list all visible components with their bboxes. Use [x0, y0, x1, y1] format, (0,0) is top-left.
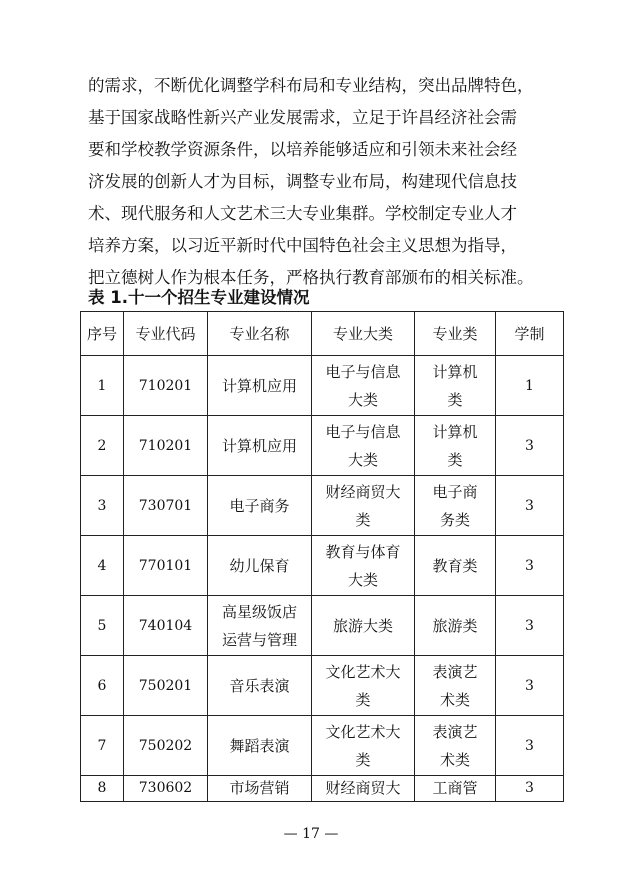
- cell-category-line: 文化艺术大: [325, 662, 401, 681]
- cell-category-line: 财经商贸大: [325, 482, 401, 501]
- cell-type-line: 教育类: [432, 556, 478, 575]
- cell-type-line: 表演艺: [432, 662, 478, 681]
- cell-code: 710201: [124, 356, 208, 416]
- cell-category: [312, 716, 415, 776]
- cell-years: 1: [496, 356, 564, 416]
- cell-type-line: 旅游类: [432, 616, 478, 635]
- table-row: [81, 596, 564, 656]
- header-name: 专业名称: [208, 312, 312, 356]
- table-row: [81, 356, 564, 416]
- cell-no: 3: [81, 476, 124, 536]
- table-header-row: [81, 312, 564, 356]
- cell-category-line: 教育与体育: [325, 542, 401, 561]
- table-caption: 表 1.十一个招生专业建设情况: [88, 288, 310, 307]
- cell-type-line: 电子商: [432, 482, 478, 501]
- body-paragraph: [88, 70, 558, 294]
- cell-category: [312, 656, 415, 716]
- cell-years: 3: [496, 656, 564, 716]
- cell-name: [208, 416, 312, 476]
- majors-table: [80, 311, 564, 802]
- cell-name: [208, 536, 312, 596]
- cell-category: [312, 536, 415, 596]
- cell-type: [415, 356, 496, 416]
- cell-category: [312, 416, 415, 476]
- cell-type: [415, 776, 496, 802]
- paragraph-line: 要和学校教学资源条件，以培养能够适应和引领未来社会经: [88, 140, 517, 159]
- cell-category: [312, 476, 415, 536]
- cell-type: [415, 656, 496, 716]
- cell-type-line: 务类: [439, 510, 470, 529]
- cell-category-line: 大类: [347, 450, 378, 469]
- cell-type-line: 术类: [439, 750, 470, 769]
- cell-code: 730701: [124, 476, 208, 536]
- cell-no: 7: [81, 716, 124, 776]
- cell-years: 3: [496, 716, 564, 776]
- cell-category-line: 文化艺术大: [325, 722, 401, 741]
- cell-name: [208, 776, 312, 802]
- table-row: [81, 656, 564, 716]
- cell-name-line: 高星级饭店: [221, 602, 297, 621]
- cell-type-line: 计算机: [432, 422, 478, 441]
- cell-category-line: 类: [355, 690, 371, 709]
- table-row: [81, 476, 564, 536]
- cell-category-line: 旅游大类: [332, 616, 393, 635]
- cell-type: [415, 716, 496, 776]
- cell-category-line: 电子与信息: [325, 362, 401, 381]
- paragraph-line: 济发展的创新人才为目标，调整专业布局，构建现代信息技: [88, 172, 517, 191]
- cell-no: 1: [81, 356, 124, 416]
- paragraph-line: 术、现代服务和人文艺术三大专业集群。学校制定专业人才: [88, 204, 517, 223]
- table-row: [81, 536, 564, 596]
- table-row: [81, 716, 564, 776]
- cell-no: 2: [81, 416, 124, 476]
- cell-name-line: 计算机应用: [221, 436, 297, 455]
- cell-category: [312, 776, 415, 802]
- cell-name-line: 计算机应用: [221, 376, 297, 395]
- cell-category: [312, 596, 415, 656]
- cell-type-line: 表演艺: [432, 722, 478, 741]
- cell-name-line: 市场营销: [229, 779, 290, 797]
- cell-category-line: 类: [355, 510, 371, 529]
- cell-type-line: 类: [447, 390, 463, 409]
- paragraph-line: 把立德树人作为根本任务，严格执行教育部颁布的相关标准。: [88, 268, 534, 287]
- cell-type: [415, 596, 496, 656]
- cell-name: [208, 656, 312, 716]
- cell-years: 3: [496, 476, 564, 536]
- header-code: 专业代码: [124, 312, 208, 356]
- cell-name: [208, 716, 312, 776]
- header-no: 序号: [81, 312, 124, 356]
- cell-type: [415, 536, 496, 596]
- cell-category-line: 类: [355, 750, 371, 769]
- cell-no: 6: [81, 656, 124, 716]
- cell-code: 770101: [124, 536, 208, 596]
- cell-category: [312, 356, 415, 416]
- cell-name-line: 音乐表演: [229, 676, 290, 695]
- cell-category-line: 电子与信息: [325, 422, 401, 441]
- paragraph-line: 基于国家战略性新兴产业发展需求，立足于许昌经济社会需: [88, 108, 517, 127]
- cell-name-line: 运营与管理: [221, 630, 297, 649]
- cell-name: [208, 356, 312, 416]
- cell-name-line: 幼儿保育: [229, 556, 290, 575]
- cell-code: 730602: [124, 776, 208, 802]
- paragraph-line: 的需求，不断优化调整学科布局和专业结构，突出品牌特色，: [88, 76, 534, 95]
- table-body: [81, 356, 564, 802]
- table-row: [81, 776, 564, 802]
- header-category: 专业大类: [312, 312, 415, 356]
- cell-code: 740104: [124, 596, 208, 656]
- cell-name-line: 舞蹈表演: [229, 736, 290, 755]
- cell-type-line: 工商管: [432, 779, 478, 797]
- header-years: 学制: [496, 312, 564, 356]
- cell-years: 3: [496, 776, 564, 802]
- cell-no: 8: [81, 776, 124, 802]
- cell-type: [415, 476, 496, 536]
- page-number: — 17 —: [283, 826, 339, 842]
- cell-category-line: 财经商贸大: [325, 779, 401, 797]
- cell-name: [208, 596, 312, 656]
- cell-code: 710201: [124, 416, 208, 476]
- cell-type: [415, 416, 496, 476]
- cell-years: 3: [496, 416, 564, 476]
- cell-type-line: 类: [447, 450, 463, 469]
- cell-type-line: 术类: [439, 690, 470, 709]
- cell-years: 3: [496, 596, 564, 656]
- cell-no: 5: [81, 596, 124, 656]
- cell-code: 750202: [124, 716, 208, 776]
- cell-years: 3: [496, 536, 564, 596]
- cell-name: [208, 476, 312, 536]
- table-row: [81, 416, 564, 476]
- header-type: 专业类: [415, 312, 496, 356]
- cell-name-line: 电子商务: [229, 496, 290, 515]
- cell-code: 750201: [124, 656, 208, 716]
- cell-type-line: 计算机: [432, 362, 478, 381]
- paragraph-line: 培养方案，以习近平新时代中国特色社会主义思想为指导，: [88, 236, 517, 255]
- cell-no: 4: [81, 536, 124, 596]
- cell-category-line: 大类: [347, 390, 378, 409]
- cell-category-line: 大类: [347, 570, 378, 589]
